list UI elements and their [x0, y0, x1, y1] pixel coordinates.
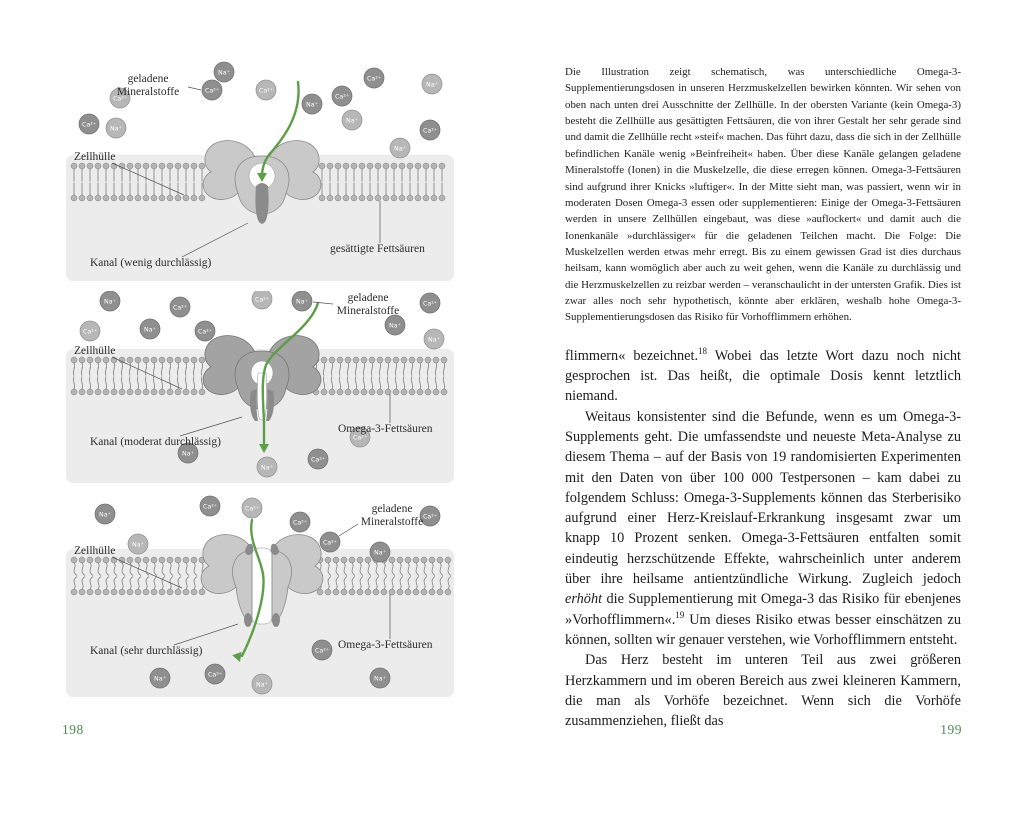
svg-text:Ca²⁺: Ca²⁺	[258, 87, 274, 95]
ion	[292, 291, 312, 311]
svg-text:Na⁺: Na⁺	[261, 464, 273, 472]
svg-text:Ca²⁺: Ca²⁺	[202, 503, 218, 511]
svg-text:Na⁺: Na⁺	[306, 101, 318, 109]
panel-label: Kanal (sehr durchlässig)	[90, 645, 203, 657]
svg-text:Ca²⁺: Ca²⁺	[82, 328, 98, 336]
ion	[79, 114, 99, 134]
ion	[150, 668, 170, 688]
ion	[332, 86, 352, 106]
ion	[390, 138, 410, 158]
ion	[257, 457, 277, 477]
label-pointer-line	[339, 524, 358, 536]
label-pointer-line	[188, 87, 201, 90]
ion	[370, 668, 390, 688]
paragraph: flimmern« bezeichnet.$^{18}$ Wobei das letzte Wort dazu noch nicht gesprochen ist. Das heißt, die optimale Dosis kennt letztlich niemand.	[565, 345, 961, 405]
ion	[200, 496, 220, 516]
illustration-panel-no-omega3	[62, 60, 458, 285]
panel-label: Mineralstoffe	[116, 86, 180, 98]
ion	[252, 291, 272, 309]
ion	[202, 80, 222, 100]
svg-text:Na⁺: Na⁺	[296, 298, 308, 306]
ion	[214, 62, 234, 82]
svg-text:Ca²⁺: Ca²⁺	[334, 93, 350, 101]
ion	[308, 449, 328, 469]
svg-text:Ca²⁺: Ca²⁺	[310, 456, 326, 464]
figure-caption: Die Illustration zeigt schematisch, was unterschiedliche Omega-3-Supplementierungsdosen in unseren Herzmuskelzellen bewirken könnten. Wir sehen von oben nach unten drei Ausschnitte der Zellhülle. In der obersten Variante (kein Omega-3) besteht die Zellhülle aus gesättigten Fettsäuren, die von ihrer Gestalt her sehr gerade sind und damit die Zellhülle recht »steif« machen. Das führt dazu, dass die sich in der Zellhülle befindlichen Kanäle wenig »Beinfreiheit« haben. Über diese Kanäle gelangen geladene Mineralstoffe (Ionen) in die Muskelzelle, die diese erregen können. Omega-3-Fettsäuren sind aufgrund ihrer Knicks »luftiger«. In der Mitte sieht man, was passiert, wenn wir in moderaten Dosen Omega-3 essen oder supplementieren: Einige der Omega-3-Fettsäuren werden in unsere Zellhüllen eingebaut, was diese »auflockert« und damit auch die Ionenkanäle »durchlässiger« für die geladenen Teilchen macht. Die Folge: Die Muskelzellen werden etwas mehr erregt. Bis zu einem gewissen Grad ist dies durchaus heilsam, kann womöglich aber auch zu weit gehen, wenn die Kanäle zu durchlässig und die Herzmuskelzellen zu reizbar werden – veranschaulicht in der untersten Grafik. Dies ist zwar alles noch sehr hypothetisch, könnte aber erklären, weshalb hohe Omega-3-Supplementierungsdosen das Risiko für Vorhofflimmern erhöhen.	[565, 66, 961, 324]
ion	[100, 291, 120, 311]
ion	[140, 319, 160, 339]
svg-text:Na⁺: Na⁺	[374, 549, 386, 557]
svg-text:Na⁺: Na⁺	[144, 326, 156, 334]
ion	[95, 504, 115, 524]
svg-text:Ca²⁺: Ca²⁺	[314, 647, 330, 655]
ion	[422, 74, 442, 94]
panel-label: geladene	[371, 503, 413, 515]
ion	[290, 512, 310, 532]
panel-label: gesättigte Fettsäuren	[330, 243, 425, 255]
right-page	[565, 64, 961, 731]
ion	[420, 120, 440, 140]
right-page-number: 199	[940, 722, 962, 737]
svg-text:Na⁺: Na⁺	[426, 81, 438, 89]
svg-text:Na⁺: Na⁺	[218, 69, 230, 77]
svg-text:Na⁺: Na⁺	[346, 117, 358, 125]
svg-text:Ca²⁺: Ca²⁺	[352, 434, 368, 442]
left-page-number: 198	[62, 722, 84, 737]
svg-text:Ca²⁺: Ca²⁺	[422, 300, 438, 308]
svg-text:Ca²⁺: Ca²⁺	[204, 87, 220, 95]
svg-text:Na⁺: Na⁺	[104, 298, 116, 306]
svg-text:Ca²⁺: Ca²⁺	[172, 304, 188, 312]
svg-text:Na⁺: Na⁺	[110, 125, 122, 133]
ion	[80, 321, 100, 341]
svg-text:Na⁺: Na⁺	[154, 675, 166, 683]
ion	[106, 118, 126, 138]
svg-text:Na⁺: Na⁺	[256, 681, 268, 689]
svg-text:Ca²⁺: Ca²⁺	[81, 121, 97, 129]
ion	[205, 664, 225, 684]
ion	[302, 94, 322, 114]
ion	[364, 68, 384, 88]
panel-label: Mineralstoffe	[360, 516, 424, 528]
ion	[370, 542, 390, 562]
panel-label: Zellhülle	[74, 345, 116, 357]
svg-text:Na⁺: Na⁺	[132, 541, 144, 549]
body-text	[565, 346, 961, 732]
svg-text:Na⁺: Na⁺	[428, 336, 440, 344]
ion	[342, 110, 362, 130]
svg-text:Ca²⁺: Ca²⁺	[112, 95, 128, 103]
ion	[420, 293, 440, 313]
svg-text:Ca²⁺: Ca²⁺	[422, 513, 438, 521]
svg-text:Na⁺: Na⁺	[374, 675, 386, 683]
panel-label: Omega-3-Fettsäuren	[338, 639, 433, 651]
svg-text:Na⁺: Na⁺	[99, 511, 111, 519]
panel-label: Kanal (wenig durchlässig)	[90, 257, 212, 269]
svg-text:Ca²⁺: Ca²⁺	[254, 296, 270, 304]
svg-text:Ca²⁺: Ca²⁺	[244, 505, 260, 513]
ion	[385, 315, 405, 335]
panel-label: Zellhülle	[74, 151, 116, 163]
svg-text:Na⁺: Na⁺	[182, 450, 194, 458]
panel-label: Omega-3-Fettsäuren	[338, 423, 433, 435]
ion	[128, 534, 148, 554]
illustration-panel-high-omega3	[62, 494, 458, 704]
panel-label: Zellhülle	[74, 545, 116, 557]
label-pointer-line	[313, 302, 333, 304]
svg-text:Na⁺: Na⁺	[394, 145, 406, 153]
svg-text:Na⁺: Na⁺	[389, 322, 401, 330]
ion	[242, 498, 262, 518]
ion	[424, 329, 444, 349]
paragraph: Das Herz besteht im unteren Teil aus zwei größeren Herzkammern und im oberen Bereich aus zwei kleineren Kammern, die man als Vorhöfe bezeichnet. Wenn sich die Vorhöfe zusammenziehen, fließt das	[565, 652, 961, 730]
svg-text:Ca²⁺: Ca²⁺	[292, 519, 308, 527]
ion	[252, 674, 272, 694]
panel-label: Mineralstoffe	[336, 305, 400, 317]
illustration-panel-moderate-omega3	[62, 291, 458, 488]
svg-text:Ca²⁺: Ca²⁺	[322, 539, 338, 547]
svg-text:Ca²⁺: Ca²⁺	[422, 127, 438, 135]
svg-text:Ca²⁺: Ca²⁺	[366, 75, 382, 83]
paragraph: Weitaus konsistenter sind die Befunde, wenn es um Omega-3-Supplements geht. Die umfassendste und neueste Meta-Analyse zu diesem Thema – auf der Basis von 19 randomisierten Experimenten mit den Daten von über 100 000 Testpersonen – kam dabei zu folgendem Schluss: Omega-3-Supplements können das Sterberisiko aufgrund einer Herz-Kreislauf-Erkrankung insgesamt zwar um knapp 10 Prozent senken. Omega-3-Fettsäuren entfalten somit eindeutig herzschützende Effekte, wahrscheinlich unter anderem über ihre heilsame antientzündliche Wirkung. Zugleich jedoch erhöht die Supplementierung mit Omega-3 das Risiko für ebenjenes »Vorhofflimmern«.$^{19}$ Um dieses Risiko etwas besser einschätzen zu können, sollten wir genauer verstehen, wie Vorhofflimmern entsteht.	[565, 408, 961, 648]
left-page	[62, 60, 458, 710]
svg-text:Ca²⁺: Ca²⁺	[207, 671, 223, 679]
svg-text:Ca²⁺: Ca²⁺	[197, 328, 213, 336]
ion	[256, 80, 276, 100]
ion	[320, 532, 340, 552]
ion	[170, 297, 190, 317]
panel-label: Kanal (moderat durchlässig)	[90, 436, 221, 448]
cell-membrane-illustration	[62, 60, 458, 704]
panel-label: geladene	[347, 292, 389, 304]
ion	[312, 640, 332, 660]
panel-label: geladene	[127, 73, 169, 85]
ion	[195, 321, 215, 341]
